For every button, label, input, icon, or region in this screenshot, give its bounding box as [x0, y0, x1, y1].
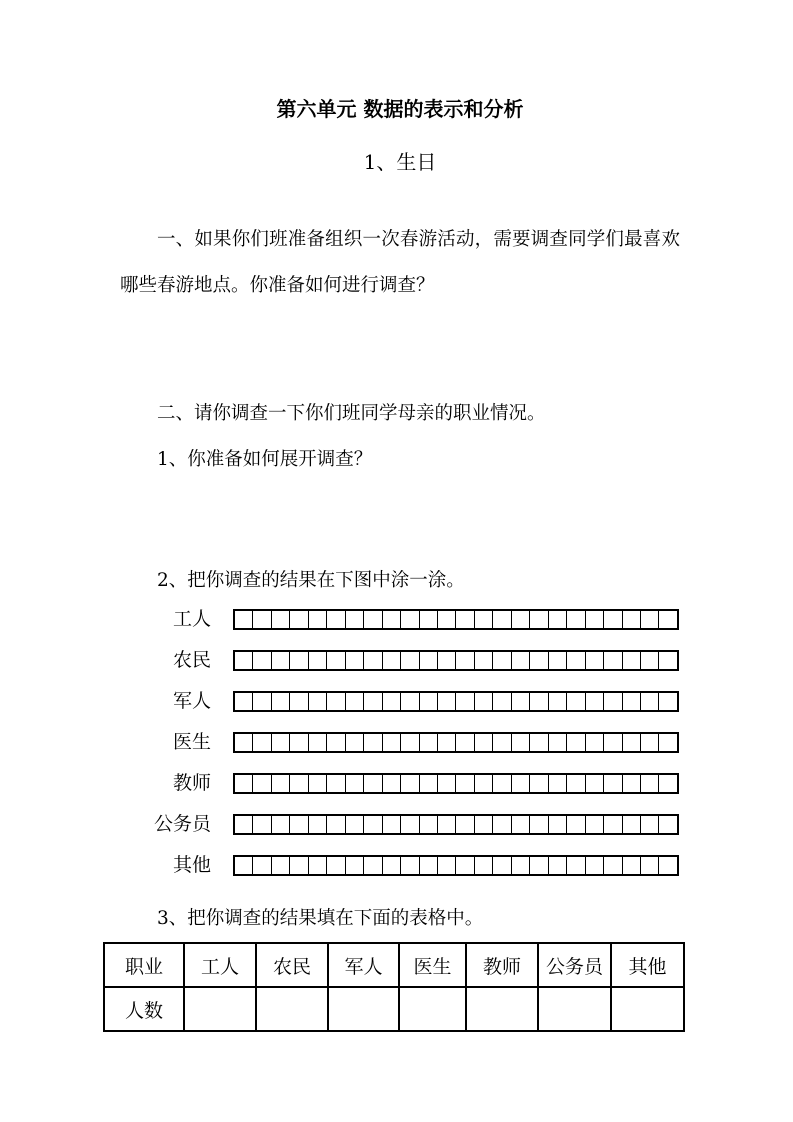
tally-cell — [235, 857, 252, 874]
tally-cell — [235, 816, 252, 833]
tally-cell — [400, 611, 418, 628]
tally-cell — [548, 857, 566, 874]
question-two-sub2-text: 2、把你调查的结果在下图中涂一涂。 — [157, 570, 465, 591]
tally-cell — [511, 734, 529, 751]
tally-cell — [603, 816, 621, 833]
tally-cell — [308, 652, 326, 669]
tally-cell — [474, 857, 492, 874]
tally-cell — [271, 857, 289, 874]
table-header-cell: 医生 — [399, 943, 466, 987]
tally-row-label: 其他 — [172, 854, 211, 876]
tally-cell — [345, 611, 363, 628]
tally-cell — [289, 693, 307, 710]
tally-cell — [271, 816, 289, 833]
tally-cell — [252, 611, 270, 628]
tally-cell — [252, 693, 270, 710]
tally-cell — [308, 857, 326, 874]
tally-cell — [419, 611, 437, 628]
tally-cell — [252, 775, 270, 792]
tally-cell — [585, 652, 603, 669]
tally-cell — [326, 693, 344, 710]
tally-row — [120, 732, 680, 753]
tally-cell — [658, 775, 676, 792]
tally-cell — [400, 857, 418, 874]
tally-cell — [400, 693, 418, 710]
tally-cell — [511, 816, 529, 833]
tally-cell — [235, 652, 252, 669]
table-header-row — [104, 943, 684, 987]
tally-strip — [233, 814, 679, 835]
tally-cell — [419, 652, 437, 669]
tally-cell — [252, 857, 270, 874]
tally-cell — [382, 734, 400, 751]
tally-cell — [658, 734, 676, 751]
tally-cell — [622, 734, 640, 751]
tally-cell — [382, 775, 400, 792]
tally-cell — [437, 652, 455, 669]
tally-cell — [308, 816, 326, 833]
tally-cell — [566, 734, 584, 751]
tally-cell — [235, 734, 252, 751]
tally-cell — [529, 611, 547, 628]
tally-cell — [492, 734, 510, 751]
tally-cell — [492, 857, 510, 874]
table-header-cell: 公务员 — [538, 943, 611, 987]
tally-cell — [548, 816, 566, 833]
table-value-cell — [399, 987, 466, 1031]
tally-cell — [492, 693, 510, 710]
tally-cell — [585, 693, 603, 710]
tally-cell — [289, 611, 307, 628]
tally-cell — [566, 611, 584, 628]
tally-cell — [308, 734, 326, 751]
table-header-cell: 工人 — [184, 943, 256, 987]
table-value-cell — [184, 987, 256, 1031]
tally-cell — [640, 652, 658, 669]
tally-cell — [252, 734, 270, 751]
tally-cell — [603, 693, 621, 710]
tally-cell — [511, 775, 529, 792]
table-header-cell: 农民 — [256, 943, 328, 987]
tally-cell — [308, 611, 326, 628]
tally-cell — [529, 775, 547, 792]
tally-cell — [566, 693, 584, 710]
tally-cell — [658, 693, 676, 710]
tally-cell — [511, 857, 529, 874]
tally-cell — [640, 734, 658, 751]
tally-cell — [585, 775, 603, 792]
tally-cell — [474, 816, 492, 833]
tally-cell — [437, 611, 455, 628]
tally-cell — [289, 652, 307, 669]
tally-cell — [400, 652, 418, 669]
tally-cell — [529, 816, 547, 833]
tally-cell — [400, 734, 418, 751]
tally-cell — [271, 734, 289, 751]
question-two-sub3-text: 3、把你调查的结果填在下面的表格中。 — [157, 908, 484, 929]
tally-strip — [233, 732, 679, 753]
tally-cell — [437, 775, 455, 792]
tally-cell — [252, 816, 270, 833]
tally-cell — [603, 734, 621, 751]
result-table — [103, 942, 685, 1032]
tally-cell — [474, 693, 492, 710]
tally-cell — [345, 693, 363, 710]
tally-cell — [345, 816, 363, 833]
tally-cell — [622, 611, 640, 628]
tally-cell — [548, 734, 566, 751]
tally-cell — [566, 857, 584, 874]
tally-cell — [492, 652, 510, 669]
question-two-sub1-text: 1、你准备如何展开调查？ — [157, 449, 373, 470]
table-data-row — [104, 987, 684, 1031]
tally-row — [120, 650, 680, 671]
tally-cell — [658, 857, 676, 874]
tally-cell — [326, 734, 344, 751]
tally-cell — [603, 652, 621, 669]
tally-cell — [455, 611, 473, 628]
tally-cell — [289, 816, 307, 833]
tally-cell — [585, 857, 603, 874]
tally-row-label: 农民 — [172, 649, 211, 671]
tally-row-label: 医生 — [172, 731, 211, 753]
tally-cell — [474, 775, 492, 792]
tally-cell — [345, 775, 363, 792]
tally-cell — [345, 734, 363, 751]
tally-cell — [511, 652, 529, 669]
tally-cell — [566, 652, 584, 669]
tally-cell — [326, 857, 344, 874]
tally-cell — [455, 734, 473, 751]
tally-cell — [308, 693, 326, 710]
tally-cell — [529, 652, 547, 669]
tally-row — [120, 691, 680, 712]
tally-strip — [233, 609, 679, 630]
tally-cell — [622, 857, 640, 874]
tally-cell — [419, 775, 437, 792]
tally-strip — [233, 855, 679, 876]
page-title: 第六单元 数据的表示和分析 — [276, 97, 524, 121]
tally-cell — [326, 611, 344, 628]
table-header-cell: 职业 — [104, 943, 184, 987]
tally-cell — [603, 857, 621, 874]
tally-cell — [382, 652, 400, 669]
tally-cell — [235, 611, 252, 628]
tally-cell — [548, 693, 566, 710]
tally-cell — [603, 611, 621, 628]
tally-cell — [289, 734, 307, 751]
tally-cell — [363, 775, 381, 792]
tally-cell — [511, 693, 529, 710]
tally-cell — [363, 693, 381, 710]
tally-cell — [400, 816, 418, 833]
tally-cell — [548, 775, 566, 792]
tally-cell — [345, 652, 363, 669]
tally-cell — [529, 857, 547, 874]
tally-cell — [326, 816, 344, 833]
tally-cell — [455, 816, 473, 833]
tally-cell — [235, 775, 252, 792]
tally-cell — [548, 652, 566, 669]
tally-cell — [474, 611, 492, 628]
tally-cell — [585, 816, 603, 833]
tally-cell — [474, 734, 492, 751]
tally-cell — [658, 652, 676, 669]
tally-cell — [419, 816, 437, 833]
table-row-label-cell: 人数 — [104, 987, 184, 1031]
tally-cell — [622, 816, 640, 833]
tally-cell — [492, 611, 510, 628]
tally-cell — [455, 857, 473, 874]
tally-cell — [455, 693, 473, 710]
tally-cell — [400, 775, 418, 792]
tally-cell — [382, 816, 400, 833]
tally-cell — [529, 734, 547, 751]
tally-cell — [345, 857, 363, 874]
tally-strip — [233, 650, 679, 671]
table-header-cell: 军人 — [328, 943, 399, 987]
tally-cell — [363, 816, 381, 833]
tally-row-label: 军人 — [172, 690, 211, 712]
tally-cell — [363, 652, 381, 669]
tally-cell — [622, 775, 640, 792]
tally-cell — [289, 857, 307, 874]
tally-row — [120, 814, 680, 835]
tally-cell — [622, 652, 640, 669]
page-subtitle: 1、生日 — [363, 150, 437, 174]
tally-cell — [271, 693, 289, 710]
tally-cell — [455, 652, 473, 669]
tally-cell — [382, 611, 400, 628]
tally-cell — [566, 816, 584, 833]
tally-row — [120, 773, 680, 794]
table-value-cell — [466, 987, 538, 1031]
tally-cell — [235, 693, 252, 710]
tally-cell — [511, 611, 529, 628]
result-table-body — [104, 943, 684, 1031]
tally-cell — [419, 857, 437, 874]
table-value-cell — [328, 987, 399, 1031]
tally-row — [120, 855, 680, 876]
table-header-cell: 其他 — [611, 943, 684, 987]
tally-cell — [252, 652, 270, 669]
tally-cell — [658, 611, 676, 628]
tally-cell — [363, 611, 381, 628]
tally-strip — [233, 773, 679, 794]
tally-cell — [382, 693, 400, 710]
table-value-cell — [538, 987, 611, 1031]
tally-cell — [437, 734, 455, 751]
tally-cell — [585, 734, 603, 751]
tally-cell — [640, 857, 658, 874]
tally-cell — [419, 693, 437, 710]
tally-cell — [622, 693, 640, 710]
tally-cell — [308, 775, 326, 792]
tally-cell — [271, 775, 289, 792]
tally-row — [120, 609, 680, 630]
tally-cell — [640, 693, 658, 710]
tally-row-label: 工人 — [172, 608, 211, 630]
tally-cell — [271, 652, 289, 669]
tally-cell — [437, 816, 455, 833]
tally-cell — [492, 775, 510, 792]
tally-cell — [437, 857, 455, 874]
tally-chart — [120, 609, 680, 876]
tally-cell — [640, 775, 658, 792]
tally-cell — [363, 857, 381, 874]
tally-cell — [640, 816, 658, 833]
tally-cell — [640, 611, 658, 628]
tally-cell — [658, 816, 676, 833]
tally-cell — [326, 775, 344, 792]
tally-cell — [271, 611, 289, 628]
tally-cell — [603, 775, 621, 792]
tally-cell — [419, 734, 437, 751]
tally-cell — [326, 652, 344, 669]
tally-cell — [437, 693, 455, 710]
tally-cell — [455, 775, 473, 792]
question-two-text: 二、请你调查一下你们班同学母亲的职业情况。 — [157, 403, 546, 424]
tally-cell — [548, 611, 566, 628]
tally-cell — [566, 775, 584, 792]
tally-strip — [233, 691, 679, 712]
table-header-cell: 教师 — [466, 943, 538, 987]
tally-row-label: 教师 — [172, 772, 211, 794]
question-one-text: 一、如果你们班准备组织一次春游活动，需要调查同学们最喜欢哪些春游地点。你准备如何进行调查？ — [120, 229, 680, 296]
table-value-cell — [611, 987, 684, 1031]
tally-cell — [289, 775, 307, 792]
tally-cell — [529, 693, 547, 710]
tally-cell — [474, 652, 492, 669]
tally-cell — [382, 857, 400, 874]
table-value-cell — [256, 987, 328, 1031]
tally-cell — [492, 816, 510, 833]
tally-cell — [363, 734, 381, 751]
tally-cell — [585, 611, 603, 628]
tally-row-label: 公务员 — [153, 813, 211, 835]
